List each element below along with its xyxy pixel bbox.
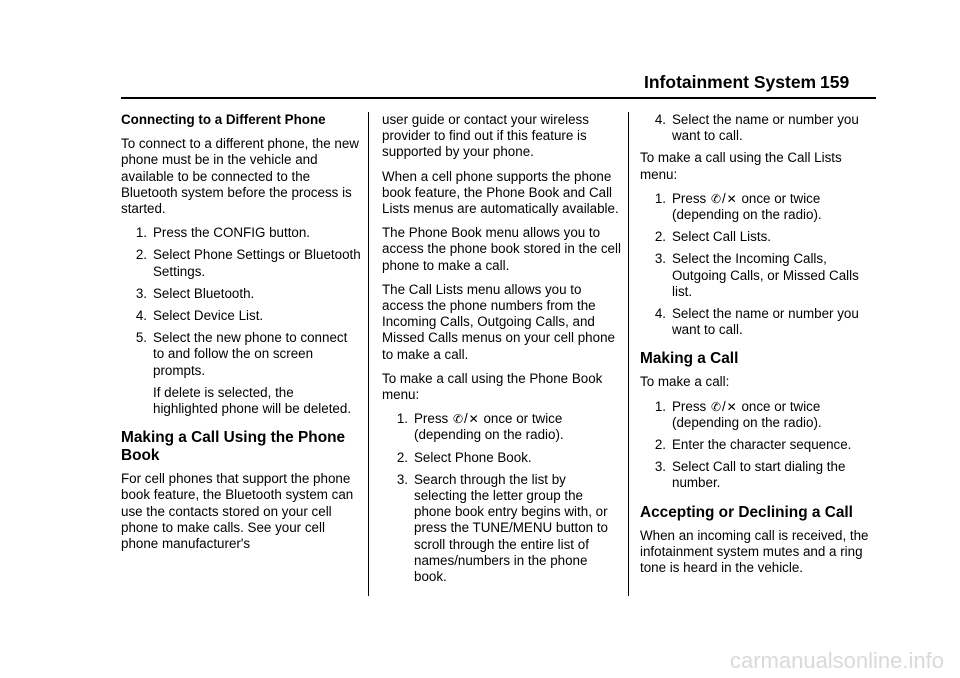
list-item	[640, 399, 880, 431]
phone-mute-icon: ✕	[468, 412, 479, 427]
step-text: Select the name or number you want to call.	[672, 306, 859, 338]
step-text-after: once or twice (depending on the radio).	[414, 411, 564, 443]
icon-separator: /	[721, 398, 726, 414]
steps-list	[382, 411, 622, 585]
step-text: Select the new phone to connect to and follow the on screen prompts.	[153, 330, 348, 378]
page-number: 159	[820, 72, 850, 92]
step-number: 2.	[654, 229, 666, 245]
paragraph: To make a call using the Phone Book menu:	[382, 370, 603, 403]
paragraph: To connect to a different phone, the new phone must be in the vehicle and available to be connected to the Bluetooth system before the process is started.	[121, 136, 359, 217]
list-item	[640, 191, 880, 223]
list-item	[121, 247, 361, 279]
step-text: Select Phone Settings or Bluetooth Settings.	[153, 247, 361, 279]
list-item	[640, 229, 880, 245]
list-item	[382, 411, 622, 443]
step-text-after: once or twice (depending on the radio).	[672, 398, 822, 430]
step-number: 1.	[135, 225, 147, 241]
step-text	[672, 191, 880, 223]
step-text: Select Call to start dialing the number.	[672, 459, 846, 491]
icon-separator: /	[463, 411, 468, 427]
step-text: Press the CONFIG button.	[153, 225, 311, 241]
step-text: Select Call Lists.	[672, 229, 771, 245]
step-number: 5.	[135, 330, 147, 346]
step-number: 1.	[396, 411, 408, 427]
step-number: 1.	[654, 190, 666, 206]
step-number: 3.	[654, 459, 666, 475]
watermark: carmanualsonline.info	[729, 648, 944, 673]
step-number: 4.	[135, 308, 147, 324]
section-heading: Making a Call	[640, 350, 739, 368]
step-text: Select the name or number you want to call.	[672, 112, 859, 144]
header-rule	[121, 97, 876, 99]
list-item	[640, 251, 880, 300]
list-item	[640, 459, 880, 491]
step-number: 1.	[654, 398, 666, 414]
section-title: Infotainment System	[644, 72, 817, 92]
step-text-after: once or twice (depending on the radio).	[672, 190, 822, 223]
step-text: Select Device List.	[153, 308, 264, 324]
list-item	[382, 450, 622, 466]
section-heading: Making a Call Using the Phone Book	[121, 429, 346, 465]
phone-icon: ✆	[452, 412, 463, 427]
press-label: Press	[672, 398, 707, 414]
icon-separator: /	[721, 190, 726, 206]
paragraph: The Phone Book menu allows you to access the phone book stored in the cell phone to make a call.	[382, 225, 621, 273]
press-label: Press	[414, 411, 449, 427]
phone-mute-icon: ✕	[726, 191, 737, 206]
column-divider	[628, 112, 629, 596]
step-number: 3.	[135, 285, 147, 301]
step-text: Enter the character sequence.	[672, 437, 852, 453]
step-number: 2.	[654, 437, 666, 453]
steps-list	[121, 225, 361, 379]
step-text: Search through the list by selecting the letter group the phone book entry begins with, or press the TUNE/MENU button to scroll through the entire list of names/numbers in the phone book.	[414, 471, 608, 585]
list-item	[121, 225, 361, 241]
list-item	[121, 308, 361, 324]
step-number: 4.	[654, 112, 666, 127]
section-heading: Accepting or Declining a Call	[640, 503, 853, 521]
subheading: Connecting to a Different Phone	[121, 112, 326, 127]
phone-mute-icon: ✕	[726, 399, 737, 414]
phone-icon: ✆	[710, 399, 721, 414]
step-text	[414, 411, 622, 443]
page-header	[0, 72, 960, 96]
paragraph: To make a call:	[640, 374, 730, 390]
step-text: Select Phone Book.	[414, 449, 532, 465]
list-item	[640, 112, 880, 144]
list-item	[121, 330, 361, 379]
paragraph: The Call Lists menu allows you to access the phone numbers from the Incoming Calls, Outgoing Calls, and Missed Calls menus on your cell phone to make a call.	[382, 281, 615, 362]
phone-icon: ✆	[710, 191, 721, 206]
list-item	[382, 472, 622, 585]
step-number: 2.	[396, 449, 408, 465]
column-3	[640, 112, 880, 584]
steps-list	[640, 191, 880, 339]
list-item	[640, 306, 880, 338]
step-number: 4.	[654, 306, 666, 322]
paragraph: When a cell phone supports the phone book feature, the Phone Book and Call Lists menus are automatically available.	[382, 168, 619, 217]
paragraph: To make a call using the Call Lists menu:	[640, 150, 842, 182]
column-divider	[368, 112, 369, 596]
steps-list	[640, 399, 880, 492]
paragraph: user guide or contact your wireless provider to find out if this feature is supported by your phone.	[382, 112, 589, 160]
column-1	[121, 112, 361, 560]
step-number: 3.	[396, 471, 408, 487]
list-item	[121, 286, 361, 302]
list-item	[640, 437, 880, 453]
step-number: 2.	[135, 247, 147, 263]
step-note: If delete is selected, the highlighted phone will be deleted.	[153, 384, 352, 417]
step-text	[672, 399, 880, 431]
paragraph: When an incoming call is received, the infotainment system mutes and a ring tone is heard in the vehicle.	[640, 527, 869, 576]
step-text: Select Bluetooth.	[153, 285, 255, 301]
press-label: Press	[672, 190, 707, 206]
step-number: 3.	[654, 251, 666, 267]
step-text: Select the Incoming Calls, Outgoing Calls, or Missed Calls list.	[672, 251, 859, 299]
column-2	[382, 112, 622, 591]
paragraph: For cell phones that support the phone book feature, the Bluetooth system can use the contacts stored on your cell phone to make calls. See your cell phone manufacturer's	[121, 471, 354, 552]
